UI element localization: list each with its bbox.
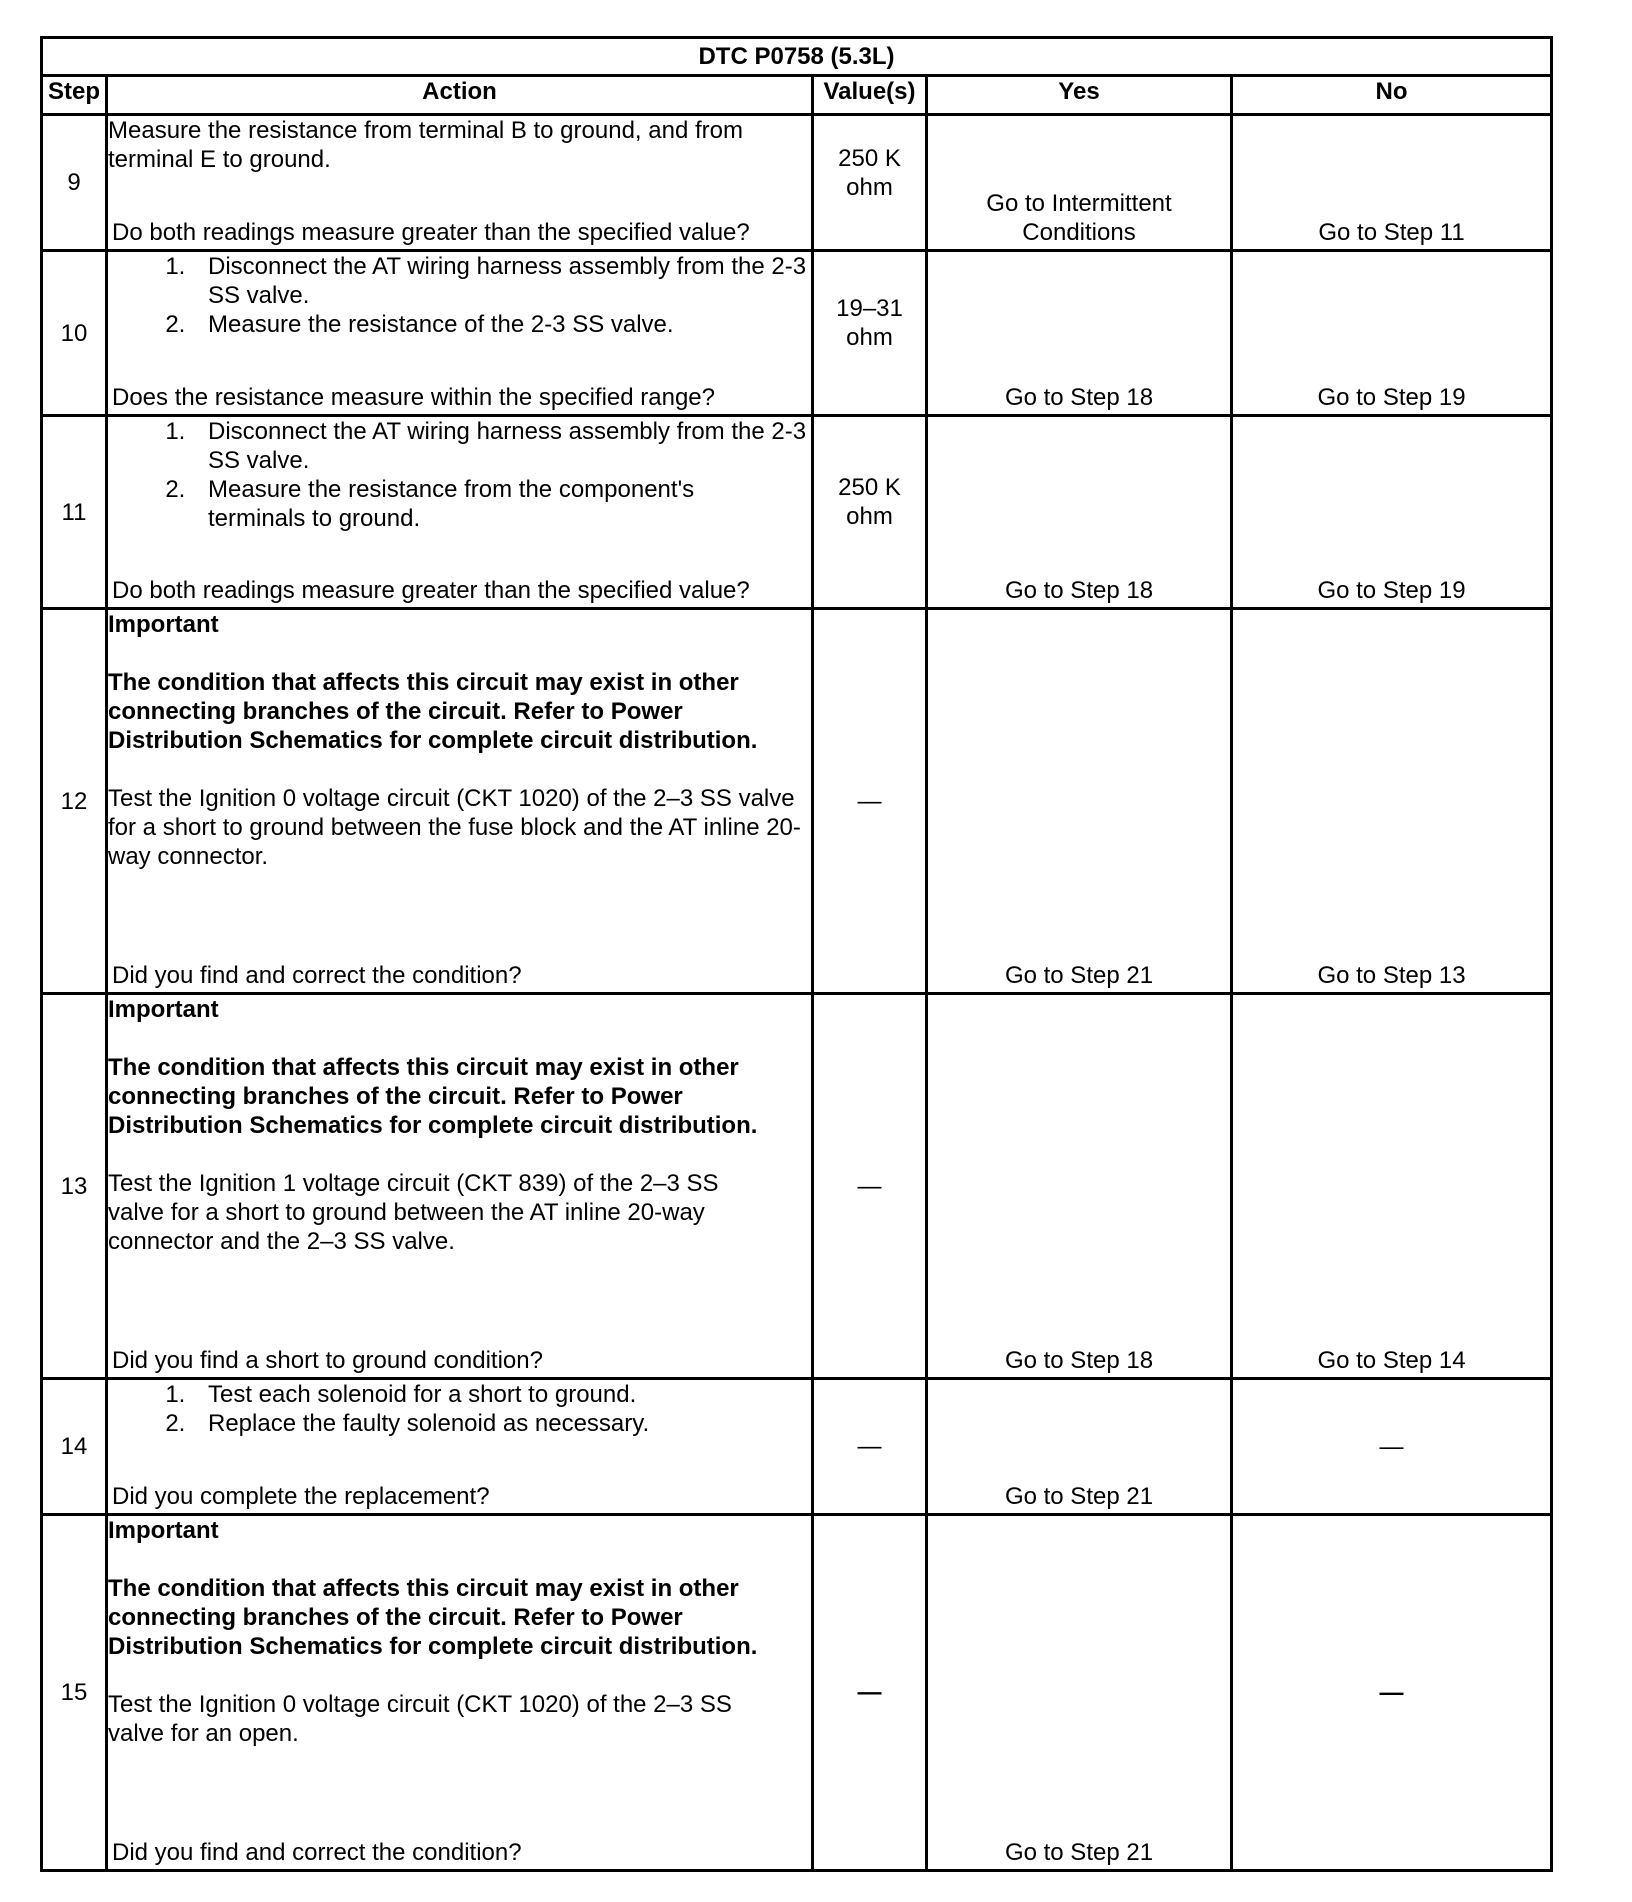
value-text: — [857,1679,882,1706]
yes-cell [927,1515,1232,1871]
action-list [108,417,811,533]
step-number: 11 [42,416,107,609]
step-number: 13 [42,994,107,1379]
action-question: Do both readings measure greater than the specified value? [112,577,750,604]
yes-cell [927,251,1232,416]
yes-result: Go to Step 21 [1004,962,1154,989]
no-result: Go to Step 19 [1317,577,1466,604]
no-cell [1232,994,1552,1379]
action-text: Test the Ignition 0 voltage circuit (CKT 1020) of the 2–3 SS valve for a short to ground between the fuse block and the AT inline 20-way connector. [108,785,801,870]
value-cell [813,994,927,1379]
action-question: Did you find a short to ground condition? [112,1347,543,1374]
step-number: 9 [42,115,107,251]
yes-result: Go to Intermittent Conditions [986,190,1172,246]
no-cell [1232,609,1552,994]
important-note: The condition that affects this circuit may exist in other connecting branches of the circuit. Refer to Power Distribution Schematics for complete circuit distribution. [108,1575,758,1660]
list-item: 2. Replace the faulty solenoid as necessary. [192,1409,811,1438]
important-label: Important [108,611,219,638]
no-result: Go to Step 14 [1317,1347,1466,1374]
action-text: Test the Ignition 1 voltage circuit (CKT 839) of the 2–3 SS valve for a short to ground between the AT inline 20-way connector and the 2–3 SS valve. [108,1170,719,1255]
value-cell [813,1515,927,1871]
table-row [42,416,1552,609]
important-note: The condition that affects this circuit may exist in other connecting branches of the circuit. Refer to Power Distribution Schematics for complete circuit distribution. [108,669,758,754]
header-step: Step [42,76,107,115]
value-text: 19–31 ohm [836,295,903,351]
table-row [42,609,1552,994]
action-cell [107,251,813,416]
action-question: Did you complete the replacement? [112,1483,490,1510]
no-result: Go to Step 13 [1317,962,1466,989]
value-cell [813,609,927,994]
table-row [42,994,1552,1379]
important-label: Important [108,996,219,1023]
yes-cell [927,609,1232,994]
yes-cell [927,994,1232,1379]
action-list [108,1380,811,1438]
dtc-table [40,36,1553,1872]
list-item: 2. Measure the resistance from the component's terminals to ground. [192,475,811,533]
yes-cell [927,115,1232,251]
list-item: 2. Measure the resistance of the 2-3 SS valve. [192,310,811,339]
value-cell [813,416,927,609]
important-note: The condition that affects this circuit may exist in other connecting branches of the circuit. Refer to Power Distribution Schematics for complete circuit distribution. [108,1054,758,1139]
no-cell [1232,251,1552,416]
yes-result: Go to Step 21 [1004,1839,1154,1866]
list-item: 1. Disconnect the AT wiring harness assembly from the 2-3 SS valve. [192,252,811,310]
yes-result: Go to Step 18 [1004,1347,1154,1374]
action-question: Did you find and correct the condition? [112,1839,522,1866]
step-number: 12 [42,609,107,994]
value-cell [813,251,927,416]
yes-cell [927,416,1232,609]
value-text: — [857,1172,882,1200]
no-cell [1232,115,1552,251]
action-cell [107,609,813,994]
list-item: 1. Disconnect the AT wiring harness assembly from the 2-3 SS valve. [192,417,811,475]
header-values: Value(s) [813,76,927,115]
value-text: — [857,1433,882,1460]
header-no: No [1232,76,1552,115]
no-result: Go to Step 11 [1318,219,1465,246]
step-number: 15 [42,1515,107,1871]
action-question: Did you find and correct the condition? [112,962,522,989]
yes-cell [927,1379,1232,1515]
table-row [42,1379,1552,1515]
table-row [42,251,1552,416]
value-cell [813,115,927,251]
action-question: Do both readings measure greater than the specified value? [112,219,750,246]
no-cell [1232,416,1552,609]
action-text: Test the Ignition 0 voltage circuit (CKT 1020) of the 2–3 SS valve for an open. [108,1691,732,1747]
action-question: Does the resistance measure within the specified range? [112,384,715,411]
table-title: DTC P0758 (5.3L) [42,38,1552,76]
action-cell [107,115,813,251]
header-action: Action [107,76,813,115]
value-text: 250 K ohm [838,144,901,201]
action-cell [107,1515,813,1871]
no-result: Go to Step 19 [1317,384,1466,411]
value-text: — [857,787,882,815]
yes-result: Go to Step 18 [1004,577,1154,604]
action-text: Measure the resistance from terminal B to ground, and from terminal E to ground. [108,117,743,173]
step-number: 14 [42,1379,107,1515]
table-row [42,115,1552,251]
no-result: — [1379,1679,1404,1706]
action-cell [107,994,813,1379]
no-cell [1232,1379,1552,1515]
step-number: 10 [42,251,107,416]
value-cell [813,1379,927,1515]
header-yes: Yes [927,76,1232,115]
action-cell [107,1379,813,1515]
action-list [108,252,811,339]
list-item: 1. Test each solenoid for a short to ground. [192,1380,811,1409]
action-cell [107,416,813,609]
value-text: 250 K ohm [838,474,901,530]
important-label: Important [108,1517,219,1544]
no-cell [1232,1515,1552,1871]
yes-result: Go to Step 18 [1004,384,1154,411]
table-row [42,1515,1552,1871]
no-result: — [1379,1433,1404,1460]
yes-result: Go to Step 21 [1004,1483,1154,1510]
